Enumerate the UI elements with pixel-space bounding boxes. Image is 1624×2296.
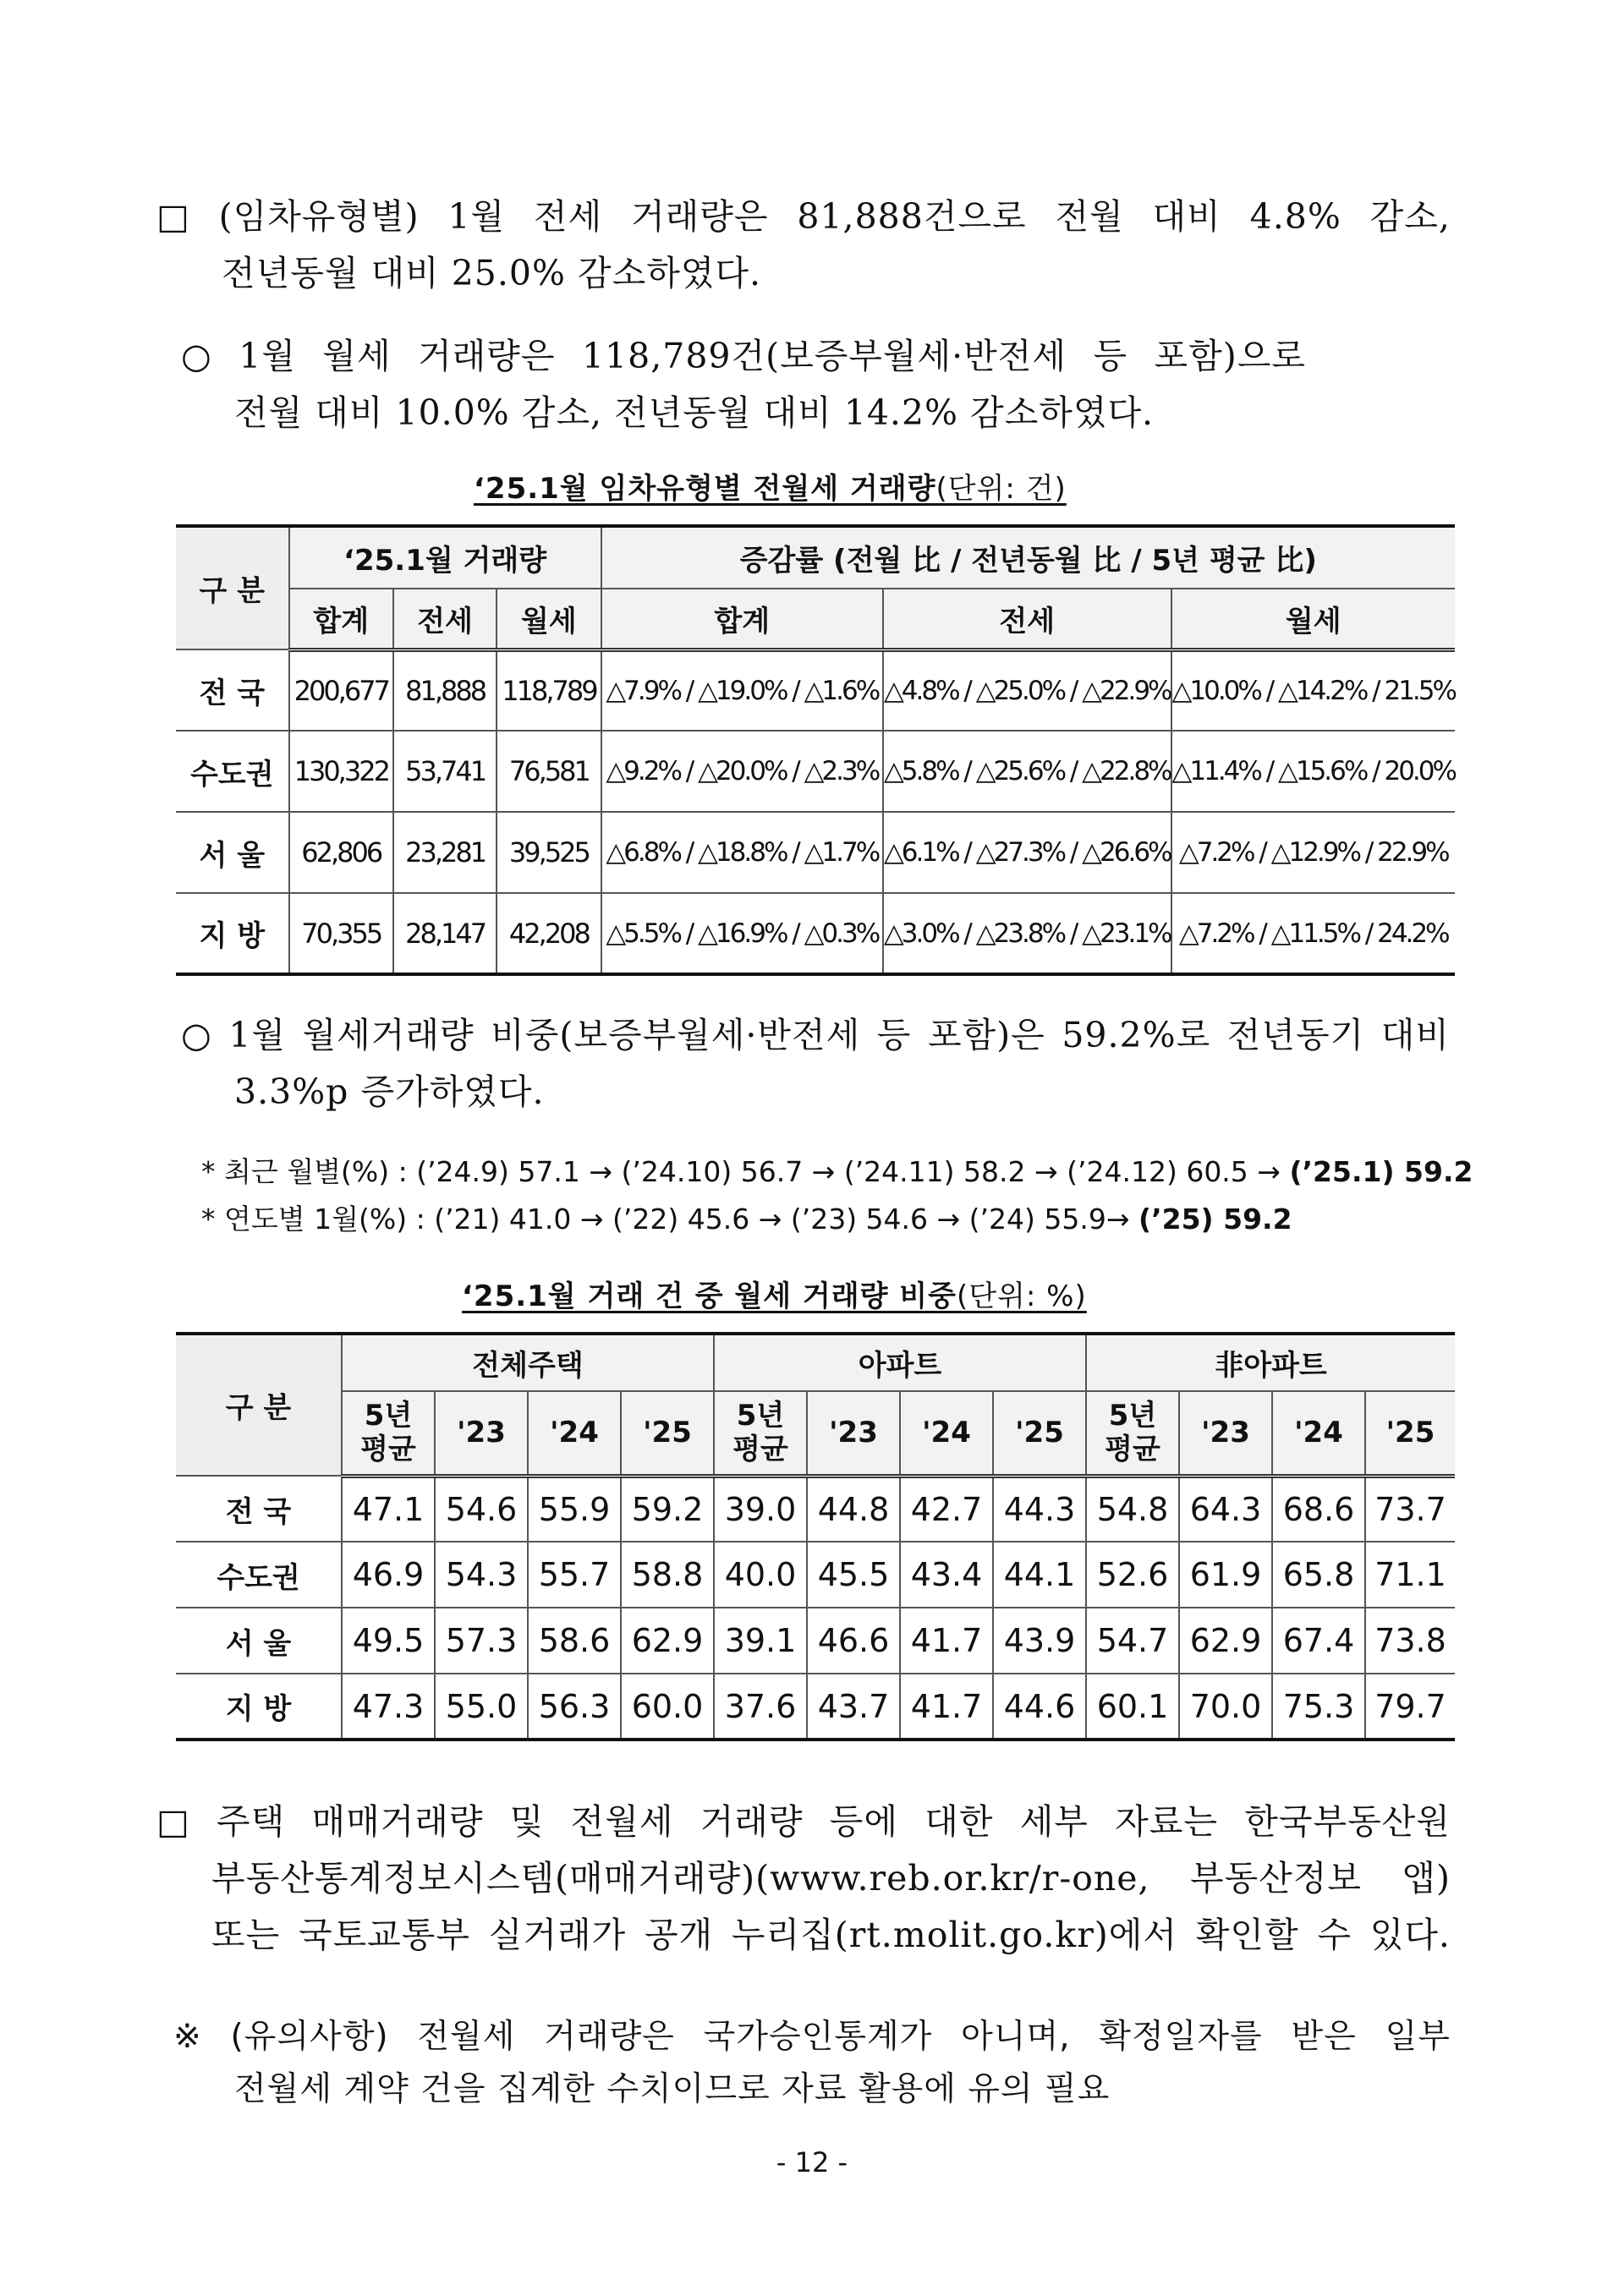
cell-share: 47.3 xyxy=(342,1674,435,1740)
cell-share: 67.4 xyxy=(1272,1608,1365,1674)
header-volume-total: 합계 xyxy=(289,589,393,649)
word: 대비 xyxy=(1152,196,1221,237)
cell-share: 41.7 xyxy=(900,1608,993,1674)
cell-total: 70,355 xyxy=(289,893,393,974)
cell-wolse: 118,789 xyxy=(497,649,601,731)
word: 주택 xyxy=(217,1801,286,1842)
cell-share: 54.6 xyxy=(435,1476,528,1542)
header-rate-group: 증감률 (전월 比 / 전년동월 比 / 5년 평균 比) xyxy=(601,526,1455,589)
word: 대비 xyxy=(1380,1015,1450,1055)
cell-share: 44.3 xyxy=(993,1476,1086,1542)
header-region: 구 분 xyxy=(176,526,289,649)
header-volume-wolse: 월세 xyxy=(497,589,601,649)
avg-label-line2: 평균 xyxy=(732,1433,788,1467)
cell-share: 60.1 xyxy=(1086,1674,1179,1740)
header-group-all-housing: 전체주택 xyxy=(342,1334,714,1391)
word: 또는 xyxy=(211,1915,281,1955)
word: 수 xyxy=(1317,1915,1352,1955)
cell-share: 43.9 xyxy=(993,1608,1086,1674)
cell-share: 41.7 xyxy=(900,1674,993,1740)
cell-share: 73.8 xyxy=(1365,1608,1455,1674)
cell-share: 59.2 xyxy=(621,1476,714,1542)
cell-share: 75.3 xyxy=(1272,1674,1365,1740)
paragraph-caution-line1 xyxy=(173,2008,1451,2066)
word: 자료는 xyxy=(1115,1801,1218,1842)
table-rental-volume xyxy=(176,524,1455,976)
word: 아니며, xyxy=(961,2018,1071,2056)
cell-total: 130,322 xyxy=(289,731,393,812)
header-year: '24 xyxy=(528,1391,621,1476)
cell-share: 46.6 xyxy=(807,1608,900,1674)
word: 매매거래량 xyxy=(311,1801,484,1842)
header-group-apartment: 아파트 xyxy=(714,1334,1086,1391)
square-bullet-icon: □ xyxy=(156,1801,190,1842)
table-row xyxy=(176,649,1455,731)
word: 거래량 xyxy=(700,1801,804,1842)
cell-share: 55.0 xyxy=(435,1674,528,1740)
circle-bullet-icon: ○ xyxy=(181,1015,212,1055)
cell-share: 70.0 xyxy=(1179,1674,1272,1740)
word: 월세거래량 xyxy=(302,1015,475,1055)
cell-rate-jeonse: △5.8% / △25.6% / △22.8% xyxy=(883,731,1171,812)
cell-share: 49.5 xyxy=(342,1608,435,1674)
word: 등에 xyxy=(829,1801,898,1842)
header-year: '24 xyxy=(1272,1391,1365,1476)
paragraph-share-line1 xyxy=(181,1006,1450,1064)
word: 비중(보증부월세·반전세 xyxy=(491,1015,861,1055)
cell-share: 45.5 xyxy=(807,1542,900,1608)
paragraph-jeonse-line1 xyxy=(156,188,1451,245)
header-year: '23 xyxy=(807,1391,900,1476)
cell-share: 60.0 xyxy=(621,1674,714,1740)
word: 59.2%로 xyxy=(1062,1015,1211,1055)
header-year: '25 xyxy=(993,1391,1086,1476)
cell-share: 55.7 xyxy=(528,1542,621,1608)
cell-rate-total: △6.8% / △18.8% / △1.7% xyxy=(601,812,883,893)
cell-share: 44.6 xyxy=(993,1674,1086,1740)
word: 월세 xyxy=(322,336,392,376)
word: 앱) xyxy=(1402,1858,1451,1899)
avg-label-line1: 5년 xyxy=(736,1399,785,1433)
table2-caption-title: ‘25.1월 거래 건 중 월세 거래량 비중 xyxy=(462,1280,957,1313)
cell-rate-total: △9.2% / △20.0% / △2.3% xyxy=(601,731,883,812)
cell-share: 52.6 xyxy=(1086,1542,1179,1608)
note-highlight: (’25) 59.2 xyxy=(1138,1203,1292,1236)
word: 실거래가 xyxy=(488,1915,627,1955)
cell-share: 39.1 xyxy=(714,1608,807,1674)
row-region: 지 방 xyxy=(176,1674,342,1740)
word: 1월 xyxy=(228,1015,287,1055)
paragraph-wolse-line2: 전월 대비 10.0% 감소, 전년동월 대비 14.2% 감소하였다. xyxy=(234,392,1155,433)
cell-share: 73.7 xyxy=(1365,1476,1455,1542)
table-row xyxy=(176,731,1455,812)
cell-share: 65.8 xyxy=(1272,1542,1365,1608)
word: 공개 xyxy=(644,1915,714,1955)
word: 일부 xyxy=(1385,2018,1451,2056)
cell-rate-wolse: △7.2% / △12.9% / 22.9% xyxy=(1171,812,1456,893)
paragraph-share-line2: 3.3%p 증가하였다. xyxy=(234,1071,545,1112)
cell-share: 43.4 xyxy=(900,1542,993,1608)
avg-label-line1: 5년 xyxy=(1108,1399,1157,1433)
cell-share: 46.9 xyxy=(342,1542,435,1608)
table-row xyxy=(176,1674,1455,1740)
cell-total: 200,677 xyxy=(289,649,393,731)
word: 있다. xyxy=(1369,1915,1451,1955)
cell-share: 56.3 xyxy=(528,1674,621,1740)
header-region: 구 분 xyxy=(176,1334,342,1476)
word: 전세 xyxy=(534,196,603,237)
cell-share: 61.9 xyxy=(1179,1542,1272,1608)
cell-jeonse: 28,147 xyxy=(393,893,497,974)
word: 118,789건(보증부월세·반전세 xyxy=(581,336,1067,376)
header-volume-group: ‘25.1월 거래량 xyxy=(289,526,601,589)
cell-share: 62.9 xyxy=(621,1608,714,1674)
cell-share: 62.9 xyxy=(1179,1608,1272,1674)
word: 거래량은 xyxy=(418,336,556,376)
avg-label-line2: 평균 xyxy=(1105,1433,1160,1467)
row-region: 수도권 xyxy=(176,731,289,812)
cell-jeonse: 53,741 xyxy=(393,731,497,812)
row-region: 서 울 xyxy=(176,812,289,893)
header-rate-total: 합계 xyxy=(601,589,883,649)
table-row xyxy=(176,812,1455,893)
cell-share: 64.3 xyxy=(1179,1476,1272,1542)
row-region: 서 울 xyxy=(176,1608,342,1674)
table-row xyxy=(176,1542,1455,1608)
word: 확정일자를 xyxy=(1099,2018,1263,2056)
note-highlight: (’25.1) 59.2 xyxy=(1289,1155,1473,1188)
cell-wolse: 39,525 xyxy=(497,812,601,893)
cell-share: 55.9 xyxy=(528,1476,621,1542)
table2-caption xyxy=(462,1273,1087,1314)
note-yearly xyxy=(201,1196,1292,1243)
table-row xyxy=(176,1608,1455,1674)
cell-share: 58.6 xyxy=(528,1608,621,1674)
cell-share: 57.3 xyxy=(435,1608,528,1674)
header-year: '23 xyxy=(1179,1391,1272,1476)
row-region: 전 국 xyxy=(176,1476,342,1542)
word: 및 xyxy=(509,1801,545,1842)
header-volume-jeonse: 전세 xyxy=(393,589,497,649)
word: 1월 xyxy=(239,336,296,376)
word: 전월세 xyxy=(570,1801,674,1842)
cell-rate-wolse: △11.4% / △15.6% / 20.0% xyxy=(1171,731,1456,812)
reference-mark-icon: ※ xyxy=(173,2018,202,2056)
row-region: 전 국 xyxy=(176,649,289,731)
word: 81,888건으로 xyxy=(797,196,1027,237)
avg-label-line2: 평균 xyxy=(360,1433,416,1467)
word: 부동산정보 xyxy=(1189,1858,1362,1899)
cell-share: 43.7 xyxy=(807,1674,900,1740)
table-row xyxy=(176,893,1455,974)
table-row xyxy=(176,1476,1455,1542)
header-year: '24 xyxy=(900,1391,993,1476)
table1-caption-title: ‘25.1월 임차유형별 전월세 거래량 xyxy=(474,472,936,506)
header-5yr-avg xyxy=(714,1391,807,1476)
header-year: '25 xyxy=(621,1391,714,1476)
cell-share: 68.6 xyxy=(1272,1476,1365,1542)
table1-caption-unit: (단위: 건) xyxy=(935,472,1067,506)
header-year: '23 xyxy=(435,1391,528,1476)
cell-share: 54.3 xyxy=(435,1542,528,1608)
paragraph-source-line3 xyxy=(211,1906,1451,1964)
header-5yr-avg xyxy=(342,1391,435,1476)
paragraph-source-line1 xyxy=(156,1793,1451,1850)
cell-share: 54.7 xyxy=(1086,1608,1179,1674)
word: 받은 xyxy=(1291,2018,1357,2056)
word: 국토교통부 xyxy=(298,1915,470,1955)
cell-share: 44.1 xyxy=(993,1542,1086,1608)
paragraph-source-line2 xyxy=(211,1849,1451,1907)
cell-rate-total: △7.9% / △19.0% / △1.6% xyxy=(601,649,883,731)
cell-total: 62,806 xyxy=(289,812,393,893)
header-group-non-apartment: 非아파트 xyxy=(1086,1334,1455,1391)
square-bullet-icon: □ xyxy=(156,196,190,237)
note-text: * 최근 월별(%) : (’24.9) 57.1 → (’24.10) 56.7 → (’24.11) 58.2 → (’24.12) 60.5 → xyxy=(201,1155,1290,1188)
circle-bullet-icon: ○ xyxy=(181,336,212,376)
cell-share: 71.1 xyxy=(1365,1542,1455,1608)
cell-rate-total: △5.5% / △16.9% / △0.3% xyxy=(601,893,883,974)
word: 전년동기 xyxy=(1226,1015,1365,1055)
cell-rate-wolse: △10.0% / △14.2% / 21.5% xyxy=(1171,649,1456,731)
cell-rate-jeonse: △3.0% / △23.8% / △23.1% xyxy=(883,893,1171,974)
word: 부동산통계정보시스템(매매거래량)(www.reb.or.kr/r-one, xyxy=(211,1858,1150,1899)
paragraph-wolse-line1 xyxy=(181,327,1306,385)
word: 감소, xyxy=(1369,196,1451,237)
cell-wolse: 76,581 xyxy=(497,731,601,812)
cell-share: 58.8 xyxy=(621,1542,714,1608)
word: 확인할 xyxy=(1195,1915,1299,1955)
word: 등 xyxy=(1093,336,1128,376)
word: 거래량은 xyxy=(631,196,769,237)
word: 세부 xyxy=(1019,1801,1089,1842)
table2-caption-unit: (단위: %) xyxy=(956,1280,1087,1313)
cell-rate-wolse: △7.2% / △11.5% / 24.2% xyxy=(1171,893,1456,974)
cell-share: 79.7 xyxy=(1365,1674,1455,1740)
paragraph-caution-line2: 전월세 계약 건을 집계한 수치이므로 자료 활용에 유의 필요 xyxy=(234,2070,1111,2108)
header-rate-jeonse: 전세 xyxy=(883,589,1171,649)
table1-caption xyxy=(474,465,1067,507)
cell-rate-jeonse: △4.8% / △25.0% / △22.9% xyxy=(883,649,1171,731)
cell-share: 37.6 xyxy=(714,1674,807,1740)
cell-share: 54.8 xyxy=(1086,1476,1179,1542)
cell-jeonse: 81,888 xyxy=(393,649,497,731)
header-5yr-avg xyxy=(1086,1391,1179,1476)
page-number: - 12 - xyxy=(776,2146,848,2178)
avg-label-line1: 5년 xyxy=(364,1399,413,1433)
cell-rate-jeonse: △6.1% / △27.3% / △26.6% xyxy=(883,812,1171,893)
cell-share: 39.0 xyxy=(714,1476,807,1542)
word: 전월세 xyxy=(417,2018,516,2056)
cell-share: 47.1 xyxy=(342,1476,435,1542)
cell-jeonse: 23,281 xyxy=(393,812,497,893)
word: 포함)은 xyxy=(927,1015,1045,1055)
word: 등 xyxy=(876,1015,912,1055)
cell-share: 40.0 xyxy=(714,1542,807,1608)
word: 4.8% xyxy=(1249,196,1341,237)
word: (유의사항) xyxy=(230,2018,389,2056)
header-year: '25 xyxy=(1365,1391,1455,1476)
table-wolse-share xyxy=(176,1332,1455,1741)
word: 국가승인통계가 xyxy=(703,2018,933,2056)
header-rate-wolse: 월세 xyxy=(1171,589,1456,649)
row-region: 수도권 xyxy=(176,1542,342,1608)
word: 전월 xyxy=(1055,196,1124,237)
cell-share: 42.7 xyxy=(900,1476,993,1542)
word: 거래량은 xyxy=(544,2018,675,2056)
word: 누리집(rt.molit.go.kr)에서 xyxy=(731,1915,1178,1955)
word: 한국부동산원 xyxy=(1244,1801,1451,1842)
word: 1월 xyxy=(447,196,506,237)
word: (임차유형별) xyxy=(218,196,420,237)
note-text: * 연도별 1월(%) : (’21) 41.0 → (’22) 45.6 → (’23) 54.6 → (’24) 55.9→ xyxy=(201,1203,1139,1236)
word: 대한 xyxy=(924,1801,994,1842)
paragraph-jeonse-line2: 전년동월 대비 25.0% 감소하였다. xyxy=(222,253,762,293)
cell-wolse: 42,208 xyxy=(497,893,601,974)
cell-share: 44.8 xyxy=(807,1476,900,1542)
word: 포함)으로 xyxy=(1154,336,1306,376)
row-region: 지 방 xyxy=(176,893,289,974)
note-monthly xyxy=(201,1148,1473,1196)
